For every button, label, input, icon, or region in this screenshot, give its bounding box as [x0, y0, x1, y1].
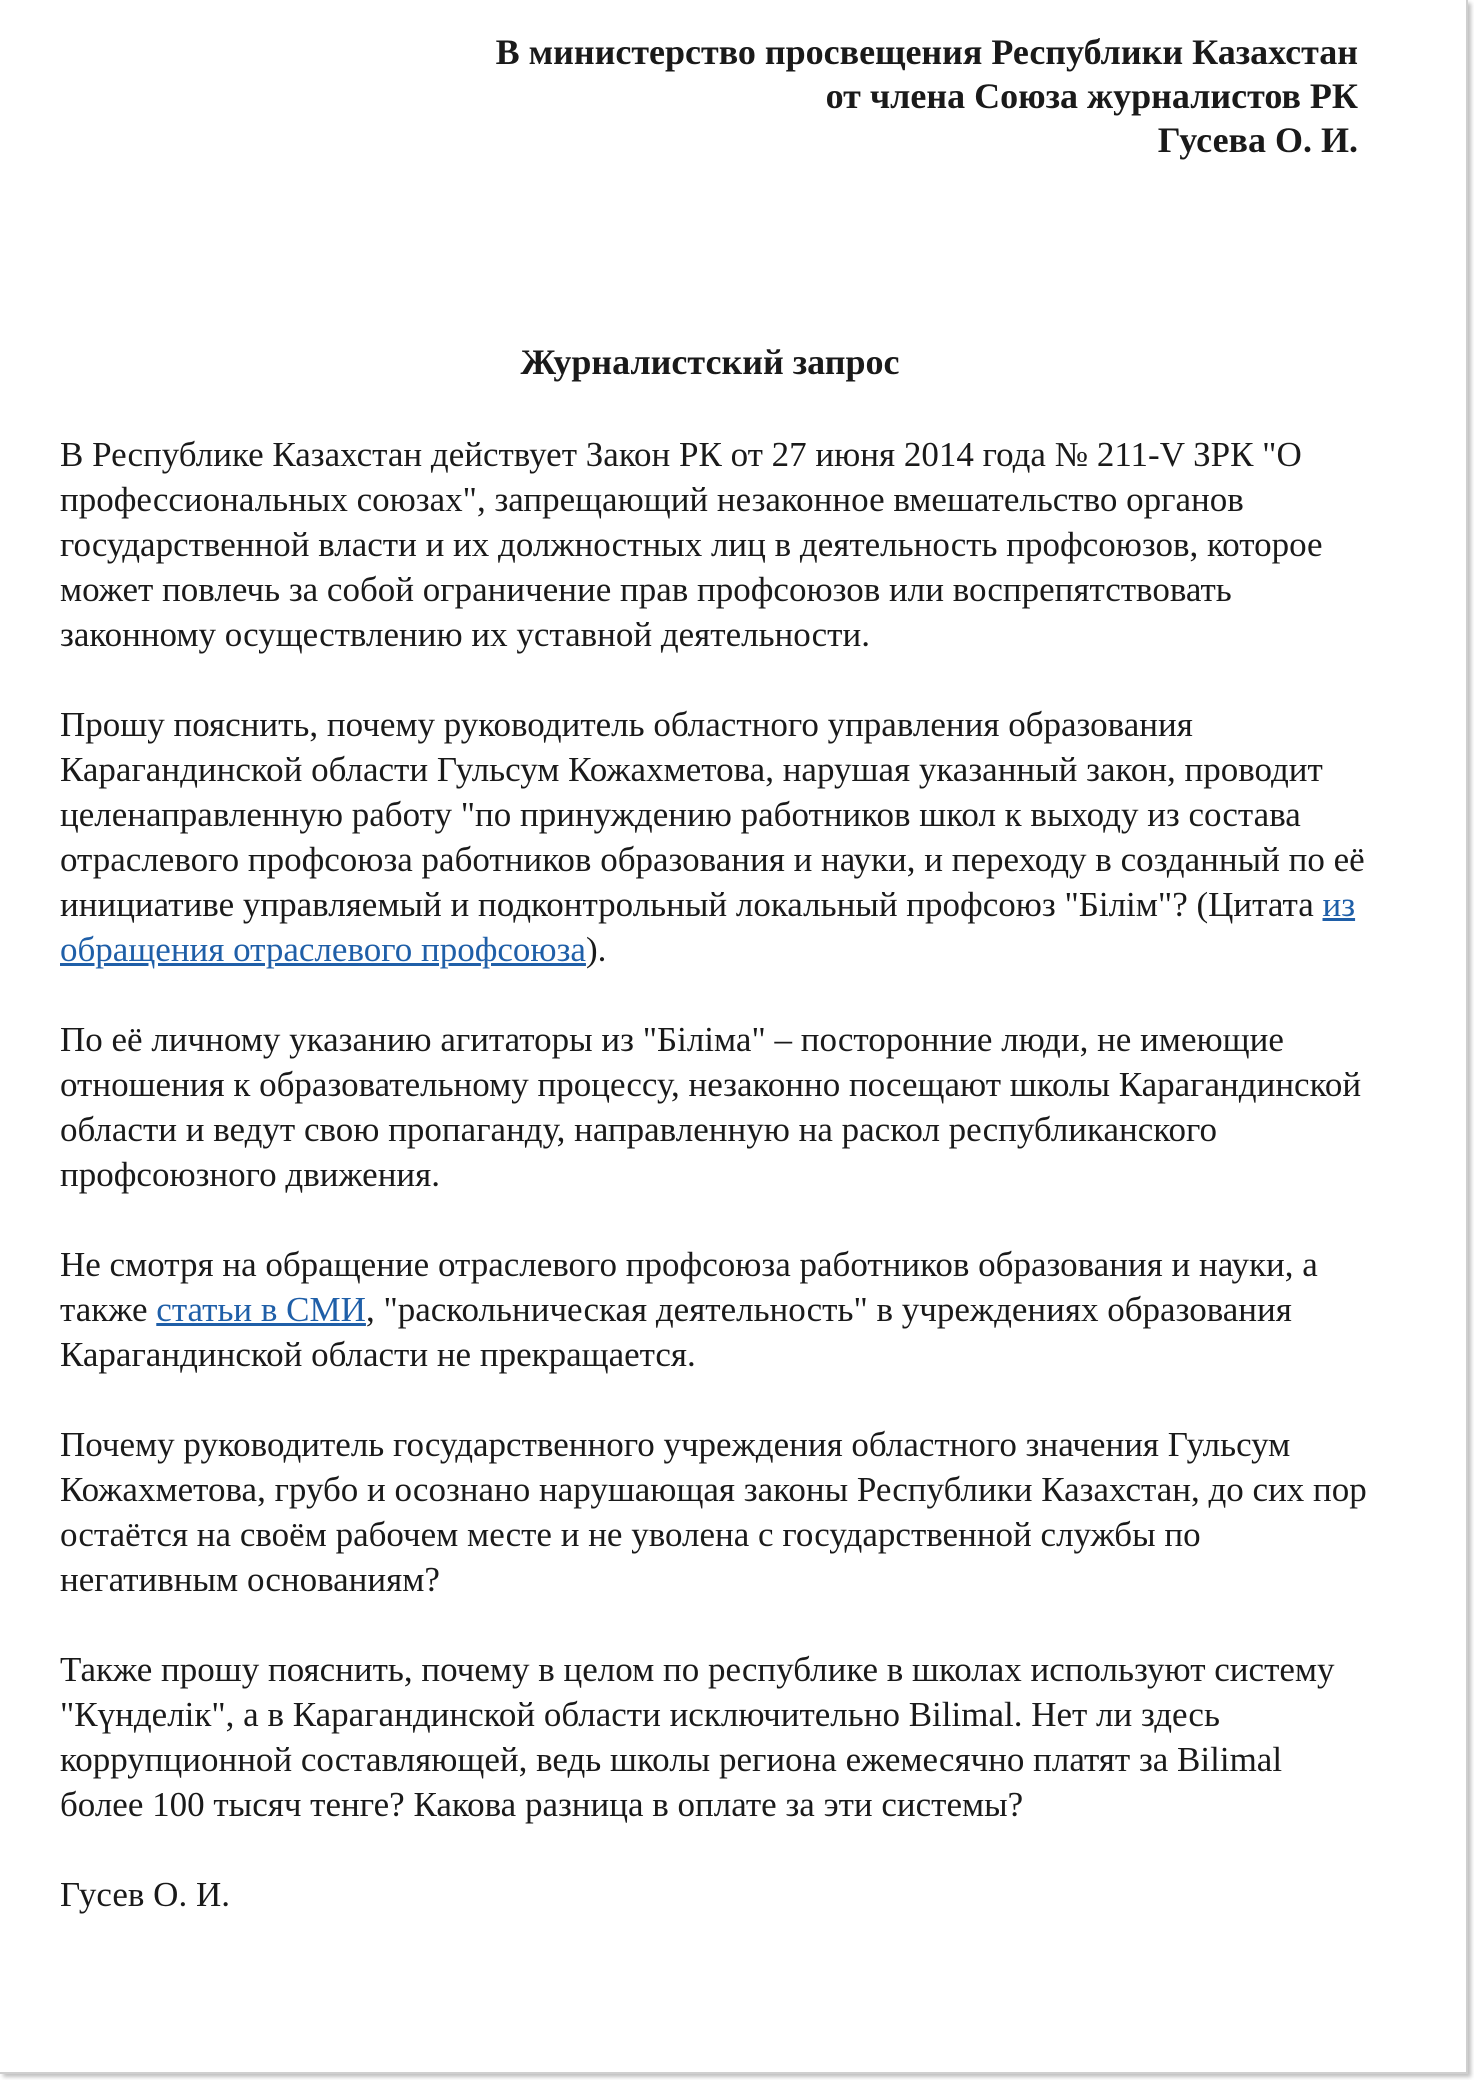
paragraph-media-text: Не смотря на обращение отраслевого профсоюза работников образования и науки, а также — [60, 1245, 1318, 1329]
document-body — [60, 432, 1370, 1917]
document-title: Журналистский запрос — [520, 342, 900, 382]
signature: Гусев О. И. — [60, 1875, 230, 1914]
union-appeal-link[interactable]: из обращения отраслевого профсоюза — [60, 885, 1356, 969]
media-articles-link[interactable]: статьи в СМИ — [156, 1290, 366, 1329]
paragraph-systems: Также прошу пояснить, почему в целом по республике в школах используют систему "Күнделік", а в Карагандинской области исключительно Bilimal. Нет ли здесь коррупционной составляющей, ведь школы региона ежемесячно платят за Bilimal более 100 тысяч тенге? Какова разница в оплате за эти системы? — [60, 1650, 1335, 1824]
addressee-line-1: В министерство просвещения Республики Казахстан — [495, 32, 1358, 72]
addressee-line-2: от члена Союза журналистов РК — [825, 76, 1358, 116]
paragraph-request-end: ). — [585, 930, 607, 969]
addressee-block — [496, 30, 1358, 162]
paragraph-media — [60, 1242, 1370, 1377]
paragraph-request-text: Прошу пояснить, почему руководитель областного управления образования Карагандинской области Гульсум Кожахметова, нарушая указанный закон, проводит целенаправленную работу "по принуждению работников школ к выходу из состава отраслевого профсоюза работников образования и науки, и переходу в созданный по её инициативе управляемый и подконтрольный локальный профсоюз "Білім"? (Цитата — [60, 705, 1365, 924]
paragraph-media-end: , "раскольническая деятельность" в учреждениях образования Карагандинской области не прекращается. — [60, 1290, 1292, 1374]
paragraph-law: В Республике Казахстан действует Закон РК от 27 июня 2014 года № 211-V ЗРК "О профессиональных союзах", запрещающий незаконное вмешательство органов государственной власти и их должностных лиц в деятельность профсоюзов, которое может повлечь за собой ограничение прав профсоюзов или воспрепятствовать законному осуществлению их уставной деятельности. — [60, 435, 1323, 654]
paragraph-agitators: По её личному указанию агитаторы из "Біліма" – посторонние люди, не имеющие отношения к образовательному процессу, незаконно посещают школы Карагандинской области и ведут свою пропаганду, направленную на раскол республиканского профсоюзного движения. — [60, 1020, 1362, 1194]
paragraph-request — [60, 702, 1370, 972]
addressee-line-3: Гусева О. И. — [1157, 120, 1358, 160]
paragraph-question: Почему руководитель государственного учреждения областного значения Гульсум Кожахметова, грубо и осознано нарушающая законы Республики Казахстан, до сих пор остаётся на своём рабочем месте и не уволена с государственной службы по негативным основаниям? — [60, 1425, 1367, 1599]
